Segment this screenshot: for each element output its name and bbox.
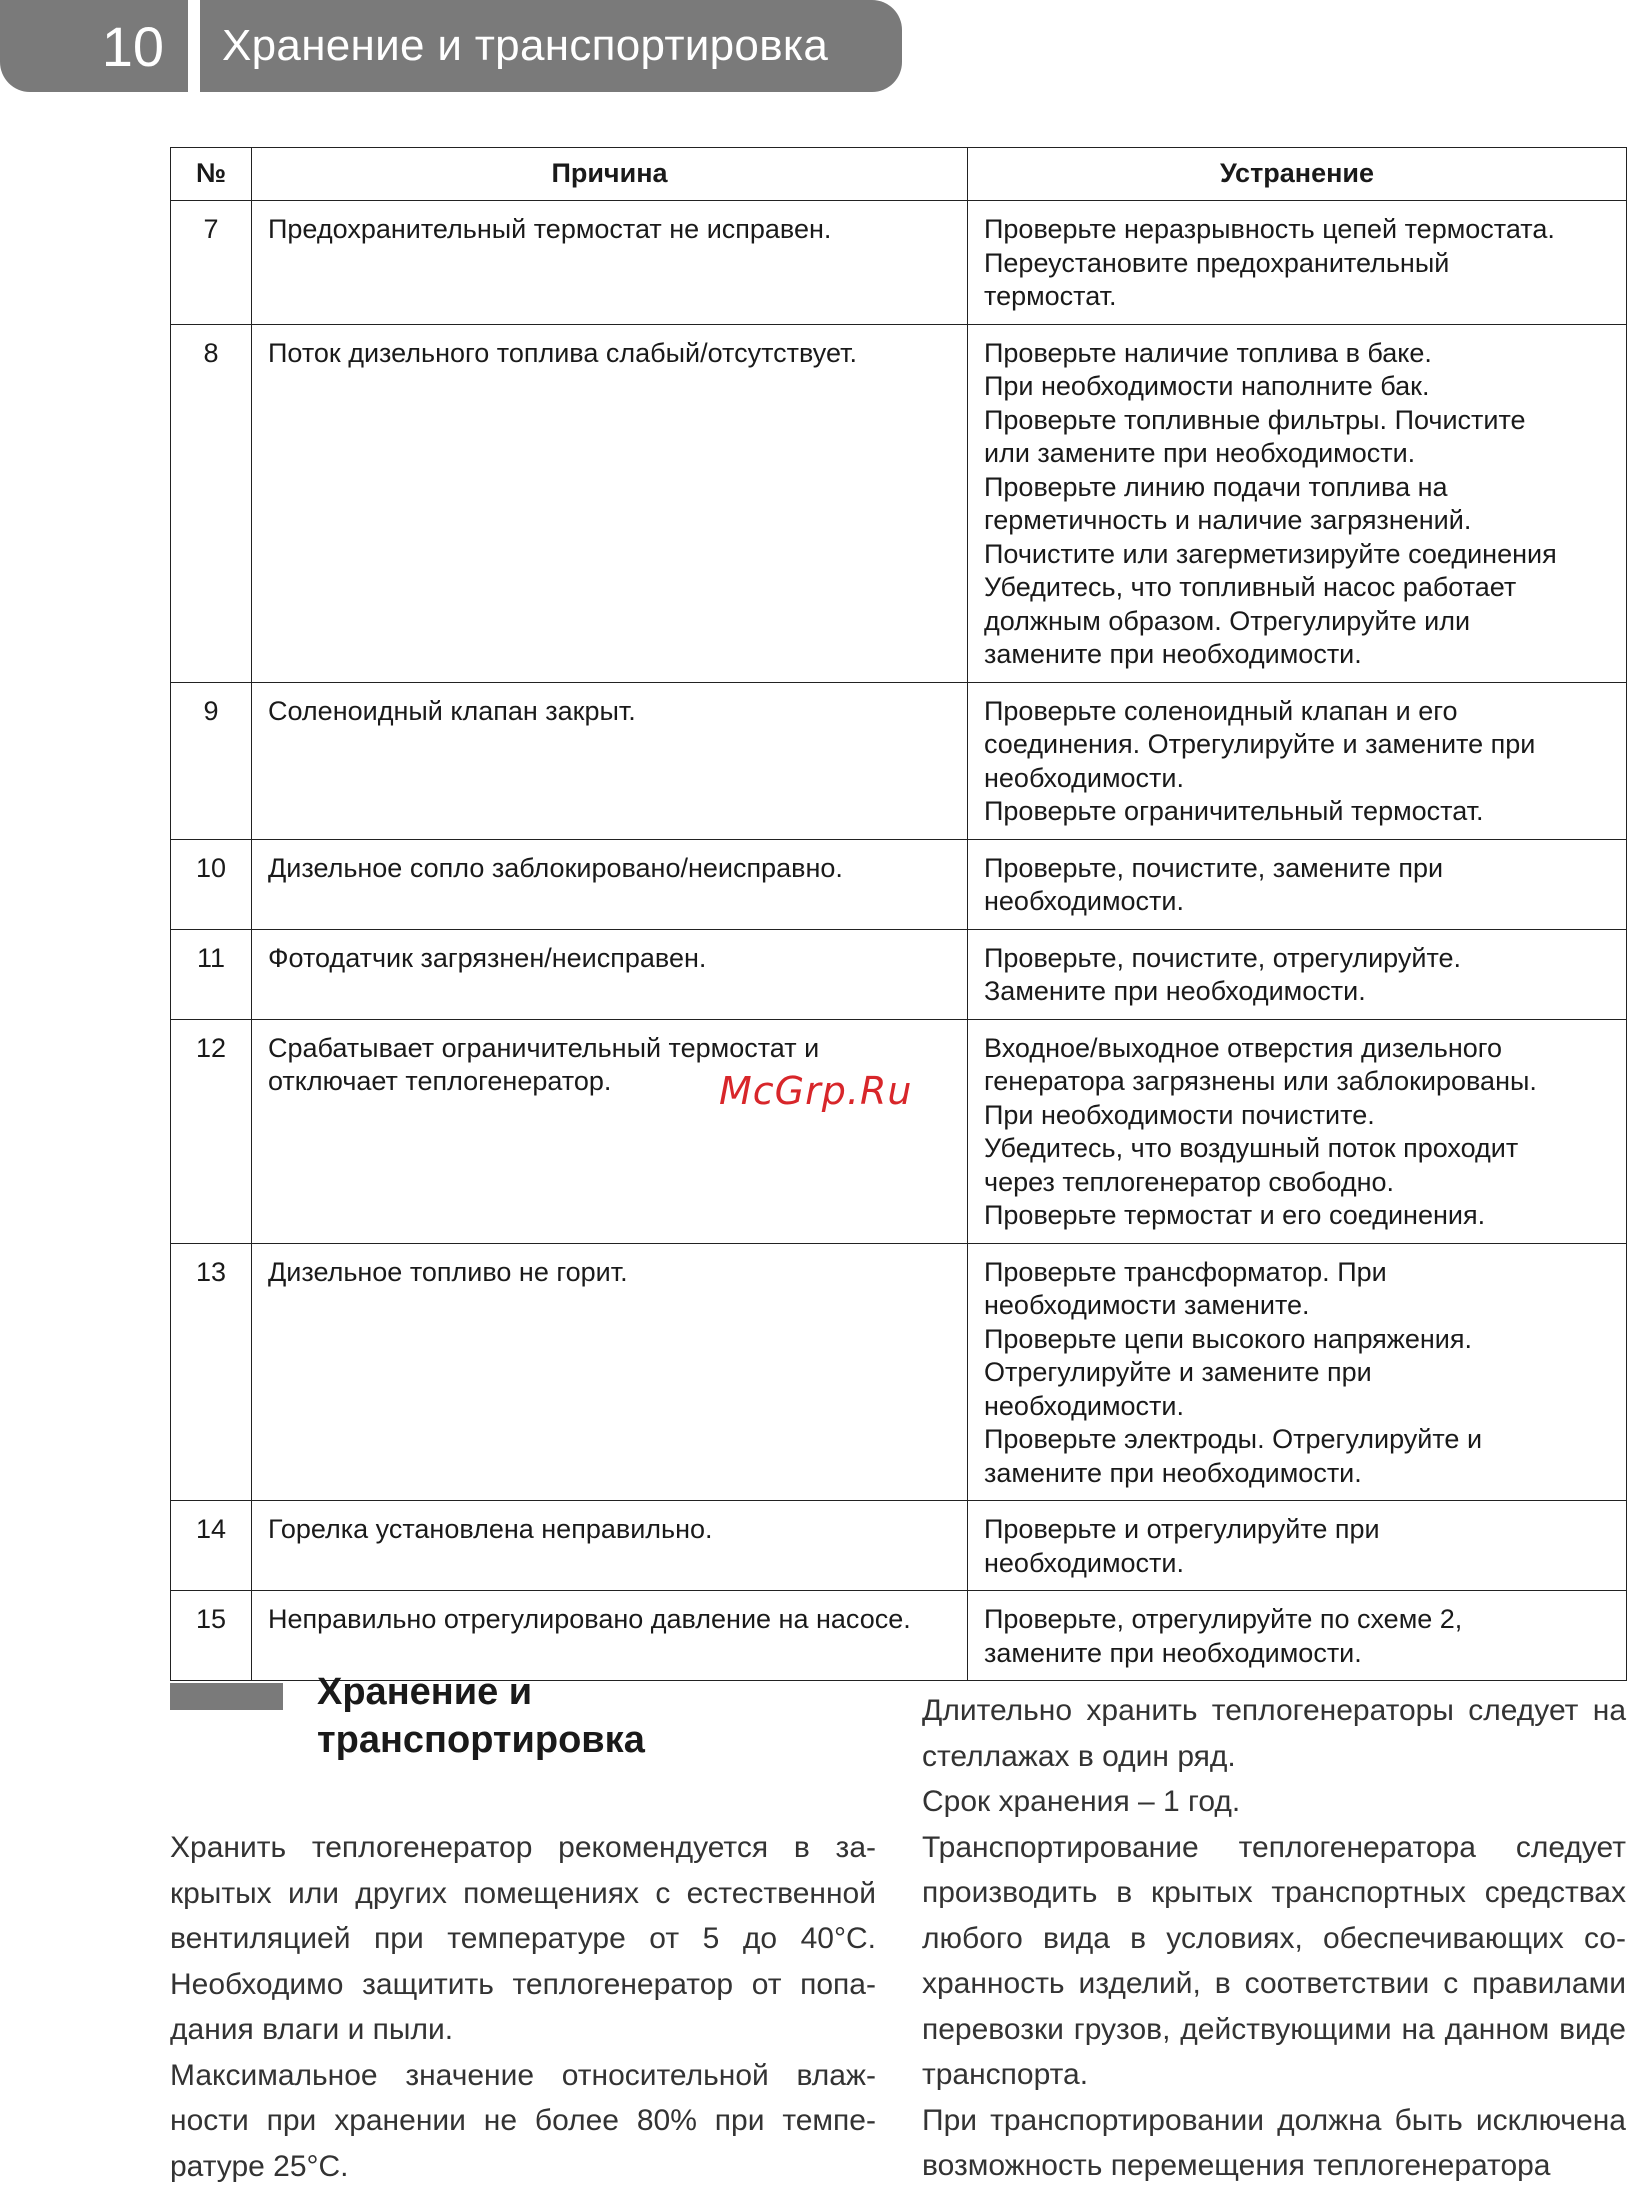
- fix-line: должным образом. Отрегулируйте или: [984, 605, 1610, 639]
- header-number: №: [171, 148, 252, 201]
- left-text-column: [170, 1825, 876, 2189]
- fix-line: термостат.: [984, 280, 1610, 314]
- table-row: [171, 1591, 1627, 1681]
- fix-line: Убедитесь, что топливный насос работает: [984, 571, 1610, 605]
- fix-cell: [968, 1591, 1627, 1681]
- cause-cell: Поток дизельного топлива слабый/отсутствует.: [252, 324, 968, 682]
- fix-cell: [968, 324, 1627, 682]
- section-marker-bar: [170, 1683, 283, 1710]
- table-row: [171, 682, 1627, 839]
- table-body: [171, 201, 1627, 1681]
- table-header-row: [171, 148, 1627, 201]
- row-number: 10: [171, 839, 252, 929]
- fix-line: Проверьте линию подачи топлива на: [984, 471, 1610, 505]
- fix-line: Проверьте неразрывность цепей термостата.: [984, 213, 1610, 247]
- cause-cell: Срабатывает ограничительный термостат и отключает теплогенератор.: [252, 1019, 968, 1243]
- cause-cell: Предохранительный термостат не исправен.: [252, 201, 968, 325]
- troubleshooting-table: [170, 147, 1627, 1681]
- cause-cell: Горелка установлена неправильно.: [252, 1501, 968, 1591]
- fix-line: необходимости замените.: [984, 1289, 1610, 1323]
- fix-line: Проверьте трансформатор. При: [984, 1256, 1610, 1290]
- table-row: [171, 929, 1627, 1019]
- fix-line: Замените при необходимости.: [984, 975, 1610, 1009]
- fix-line: Проверьте наличие топлива в баке.: [984, 337, 1610, 371]
- cause-cell: Соленоидный клапан закрыт.: [252, 682, 968, 839]
- row-number: 13: [171, 1243, 252, 1501]
- fix-cell: [968, 1019, 1627, 1243]
- fix-cell: [968, 682, 1627, 839]
- cause-cell: Дизельное топливо не горит.: [252, 1243, 968, 1501]
- section-title-line: Хранение и: [317, 1668, 737, 1716]
- fix-line: Убедитесь, что воздушный поток проходит: [984, 1132, 1610, 1166]
- fix-line: При необходимости наполните бак.: [984, 370, 1610, 404]
- fix-line: При необходимости почистите.: [984, 1099, 1610, 1133]
- cause-cell: Неправильно отрегулировано давление на насосе.: [252, 1591, 968, 1681]
- fix-line: Почистите или загерметизируйте соединения: [984, 538, 1610, 572]
- fix-cell: [968, 839, 1627, 929]
- paragraph: Хранить теплогенератор рекомендуется в закрытых или других помещениях с естественной вентиляцией при температуре от 5 до 40°С. Необходимо защитить теплогенератор от попадания влаги и пыли.: [170, 1825, 876, 2053]
- fix-line: или замените при необходимости.: [984, 437, 1610, 471]
- header-cause: Причина: [252, 148, 968, 201]
- paragraph: Максимальное значение относительной влажности при хранении не более 80% при температуре 25°С.: [170, 2053, 876, 2189]
- fix-line: Переустановите предохранительный: [984, 247, 1610, 281]
- fix-line: Проверьте термостат и его соединения.: [984, 1199, 1610, 1233]
- paragraph: Длительно хранить теплогенераторы следует на стеллажах в один ряд.: [922, 1688, 1626, 1779]
- right-text-column: [922, 1688, 1626, 2189]
- page-number-tab: [0, 0, 188, 92]
- cause-cell: Дизельное сопло заблокировано/неисправно.: [252, 839, 968, 929]
- fix-line: Проверьте ограничительный термостат.: [984, 795, 1610, 829]
- paragraph: Срок хранения – 1 год.: [922, 1779, 1626, 1825]
- fix-line: Входное/выходное отверстия дизельного: [984, 1032, 1610, 1066]
- fix-line: Проверьте электроды. Отрегулируйте и: [984, 1423, 1610, 1457]
- fix-cell: [968, 1501, 1627, 1591]
- fix-line: необходимости.: [984, 885, 1610, 919]
- watermark: McGrp.Ru: [719, 1069, 912, 1113]
- fix-line: Проверьте, отрегулируйте по схеме 2,: [984, 1603, 1610, 1637]
- fix-line: замените при необходимости.: [984, 638, 1610, 672]
- section-title-line: транспортировка: [317, 1716, 737, 1764]
- fix-line: Проверьте, почистите, отрегулируйте.: [984, 942, 1610, 976]
- row-number: 15: [171, 1591, 252, 1681]
- header-fix: Устранение: [968, 148, 1627, 201]
- table-row: [171, 324, 1627, 682]
- fix-line: генератора загрязнены или заблокированы.: [984, 1065, 1610, 1099]
- fix-line: Отрегулируйте и замените при: [984, 1356, 1610, 1390]
- fix-cell: [968, 201, 1627, 325]
- fix-line: Проверьте топливные фильтры. Почистите: [984, 404, 1610, 438]
- fix-line: через теплогенератор свободно.: [984, 1166, 1610, 1200]
- paragraph: При транспортировании должна быть исключена возможность перемещения теплогенератора: [922, 2098, 1626, 2189]
- table-row: [171, 1019, 1627, 1243]
- fix-line: Проверьте, почистите, замените при: [984, 852, 1610, 886]
- row-number: 12: [171, 1019, 252, 1243]
- fix-line: Проверьте и отрегулируйте при: [984, 1513, 1610, 1547]
- fix-line: замените при необходимости.: [984, 1637, 1610, 1671]
- row-number: 8: [171, 324, 252, 682]
- row-number: 14: [171, 1501, 252, 1591]
- fix-line: необходимости.: [984, 1390, 1610, 1424]
- fix-cell: [968, 1243, 1627, 1501]
- fix-line: Проверьте цепи высокого напряжения.: [984, 1323, 1610, 1357]
- page-number: 10: [102, 14, 164, 79]
- section-title: [317, 1668, 737, 1764]
- fix-line: замените при необходимости.: [984, 1457, 1610, 1491]
- fix-line: необходимости.: [984, 1547, 1610, 1581]
- fix-line: Проверьте соленоидный клапан и его: [984, 695, 1610, 729]
- row-number: 11: [171, 929, 252, 1019]
- fix-line: соединения. Отрегулируйте и замените при: [984, 728, 1610, 762]
- chapter-title: Хранение и транспортировка: [222, 21, 828, 71]
- chapter-header: [200, 0, 902, 92]
- table-row: [171, 201, 1627, 325]
- fix-cell: [968, 929, 1627, 1019]
- row-number: 7: [171, 201, 252, 325]
- table-row: [171, 1501, 1627, 1591]
- fix-line: герметичность и наличие загрязнений.: [984, 504, 1610, 538]
- cause-cell: Фотодатчик загрязнен/неисправен.: [252, 929, 968, 1019]
- table-row: [171, 839, 1627, 929]
- table-row: [171, 1243, 1627, 1501]
- fix-line: необходимости.: [984, 762, 1610, 796]
- paragraph: Транспортирование теплогенератора следует производить в крытых транспортных средствах любого вида в условиях, обеспечивающих сохранность изделий, в соответствии с правилами перевозки грузов, действующими на данном виде транспорта.: [922, 1825, 1626, 2098]
- row-number: 9: [171, 682, 252, 839]
